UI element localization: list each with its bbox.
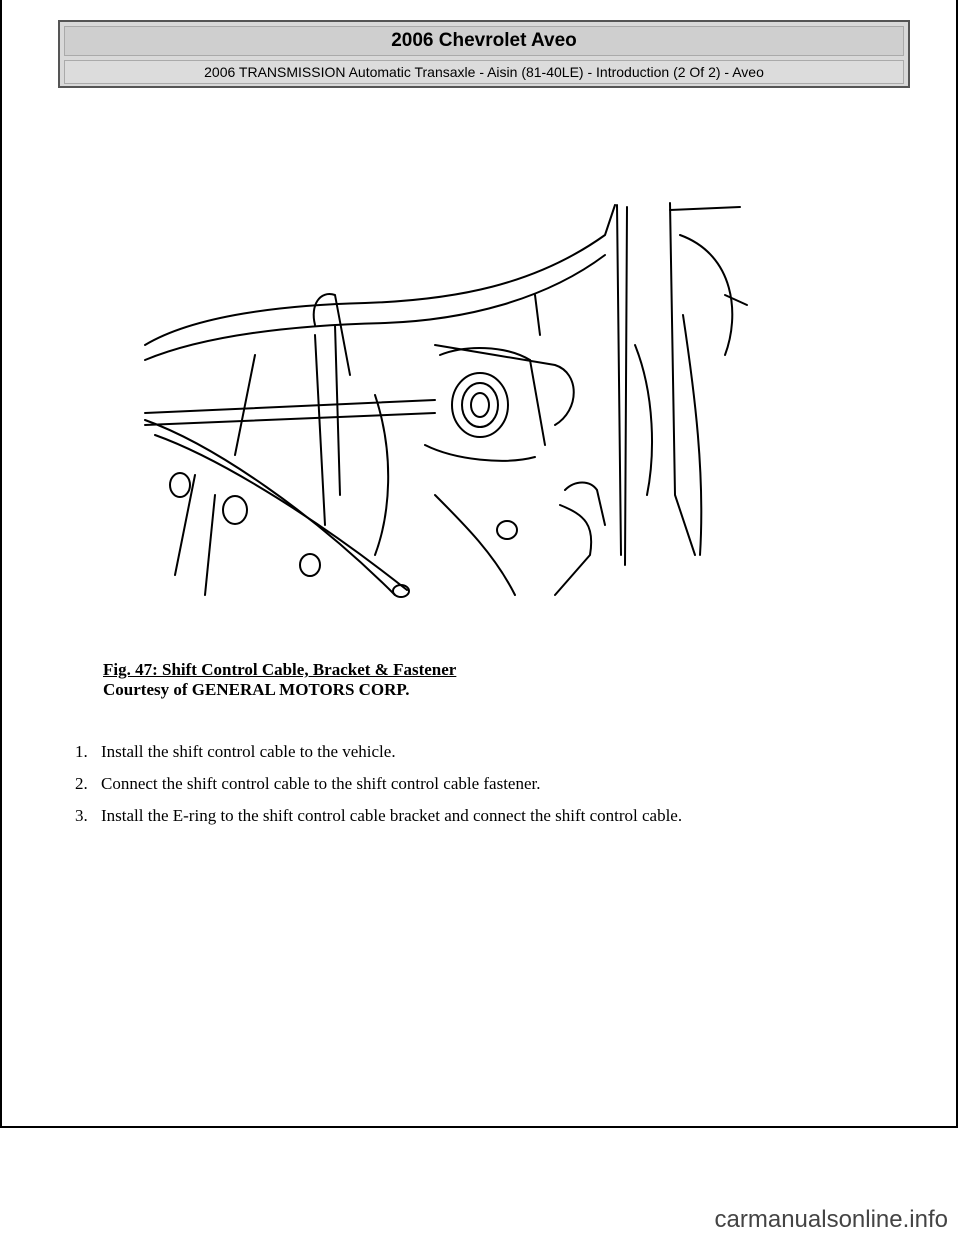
figure-caption [103, 660, 456, 700]
step-text: Install the shift control cable to the vehicle. [101, 742, 396, 761]
shift-control-cable-illustration [135, 195, 755, 605]
step-item [75, 774, 682, 806]
figure-title: Fig. 47: Shift Control Cable, Bracket & Fastener [103, 660, 457, 679]
step-number: 1. [75, 742, 88, 761]
document-header [58, 20, 910, 88]
figure-courtesy: Courtesy of GENERAL MOTORS CORP. [103, 680, 410, 699]
watermark: carmanualsonline.info [714, 1206, 948, 1233]
procedure-steps [75, 742, 682, 838]
header-subtitle: 2006 TRANSMISSION Automatic Transaxle - Aisin (81-40LE) - Introduction (2 Of 2) - Aveo [64, 60, 904, 84]
step-text: Install the E-ring to the shift control cable bracket and connect the shift control cable. [101, 806, 683, 825]
step-text: Connect the shift control cable to the shift control cable fastener. [101, 774, 541, 793]
step-item [75, 806, 682, 838]
step-number: 3. [75, 806, 88, 825]
header-title: 2006 Chevrolet Aveo [64, 26, 904, 56]
step-item [75, 742, 682, 774]
step-number: 2. [75, 774, 88, 793]
